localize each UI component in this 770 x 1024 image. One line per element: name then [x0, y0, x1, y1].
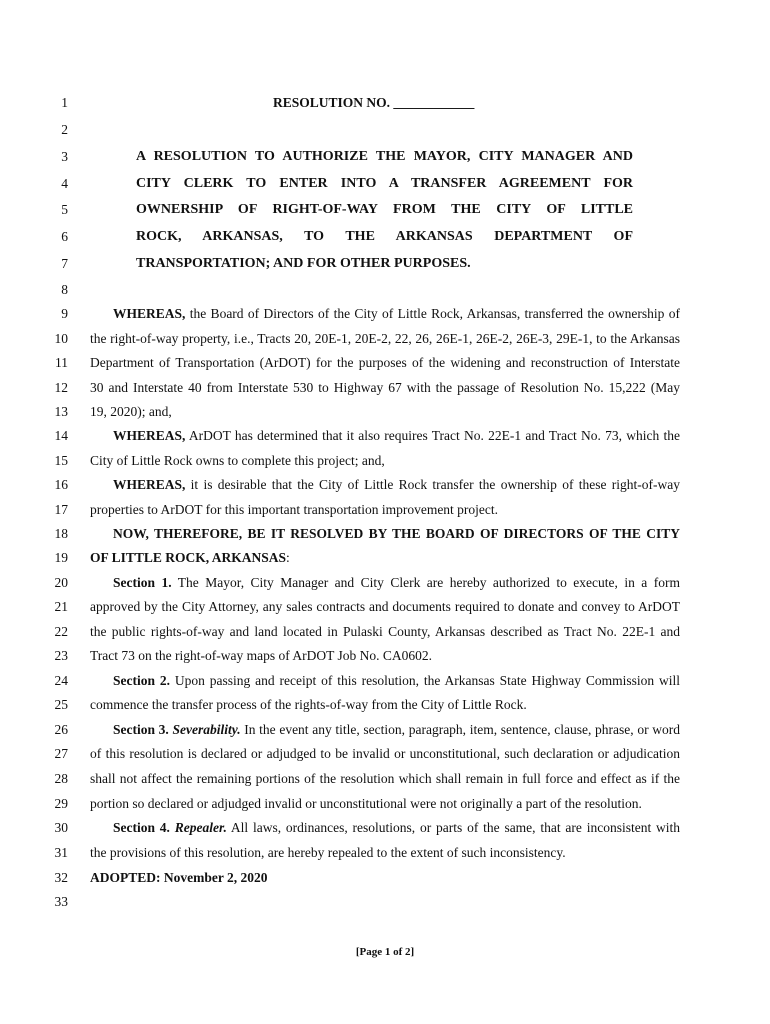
section-title: Severability.	[168, 722, 241, 737]
line-number: 1	[61, 95, 68, 110]
section-label: Section 4.	[113, 820, 170, 835]
line-number: 24	[54, 673, 68, 688]
line-number: 30	[54, 820, 68, 835]
line-number: 33	[54, 894, 68, 909]
whereas-label: WHEREAS,	[113, 428, 186, 443]
caption-line: ROCK, ARKANSAS, TO THE ARKANSAS DEPARTMENT OF	[136, 229, 633, 244]
line-number: 2	[61, 122, 68, 137]
body-line: Tract 73 on the right-of-way maps of ArDOT Job No. CA0602.	[90, 648, 432, 663]
body-line: 19, 2020); and,	[90, 404, 172, 419]
whereas-paragraph-3: WHEREAS, it is desirable that the City of Little Rock transfer the ownership of these right-of-way	[113, 477, 680, 492]
body-line: of this resolution is declared or adjudged to be invalid or unconstitutional, such declaration or adjudication	[90, 746, 680, 761]
line-number: 23	[54, 648, 68, 663]
caption-line: A RESOLUTION TO AUTHORIZE THE MAYOR, CITY MANAGER AND	[136, 149, 633, 164]
page-footer: [Page 1 of 2]	[355, 946, 415, 958]
line-number: 27	[54, 746, 68, 761]
caption-line: OWNERSHIP OF RIGHT-OF-WAY FROM THE CITY OF LITTLE	[136, 202, 633, 217]
body-line: City of Little Rock owns to complete this project; and,	[90, 453, 385, 468]
section-1: Section 1. The Mayor, City Manager and City Clerk are hereby authorized to execute, in a form	[113, 575, 681, 590]
line-number: 4	[61, 176, 68, 191]
line-number: 12	[54, 380, 68, 395]
section-label: Section 2.	[113, 673, 170, 688]
line-number: 17	[54, 502, 68, 517]
line-number: 16	[54, 477, 68, 492]
body-line: portion so declared or adjudged invalid or unconstitutional were not originally a part of the resolution.	[90, 796, 642, 811]
section-4: Section 4. Repealer. All laws, ordinances, resolutions, or parts of the same, that are inconsistent with	[113, 820, 680, 835]
line-number: 6	[61, 229, 68, 244]
line-number: 29	[54, 796, 68, 811]
whereas-paragraph-2: WHEREAS, ArDOT has determined that it also requires Tract No. 22E-1 and Tract No. 73, which the	[113, 428, 680, 443]
whereas-paragraph-1: WHEREAS, the Board of Directors of the City of Little Rock, Arkansas, transferred the ownership of	[113, 306, 680, 321]
section-3: Section 3. Severability. In the event any title, section, paragraph, item, sentence, clause, phrase, or word	[113, 722, 680, 737]
body-line: the provisions of this resolution, are hereby repealed to the extent of such inconsistency.	[90, 845, 566, 860]
body-line: approved by the City Attorney, any sales contracts and documents required to donate and convey to ArDOT	[90, 599, 680, 614]
line-number: 10	[54, 331, 68, 346]
adopted-date: ADOPTED: November 2, 2020	[90, 870, 268, 885]
line-number: 20	[54, 575, 68, 590]
line-number: 28	[54, 771, 68, 786]
line-number: 25	[54, 697, 68, 712]
resolved-clause: NOW, THEREFORE, BE IT RESOLVED BY THE BOARD OF DIRECTORS OF THE CITY	[113, 526, 680, 541]
section-label: Section 3.	[113, 722, 169, 737]
resolved-clause-end: OF LITTLE ROCK, ARKANSAS:	[90, 550, 290, 565]
resolution-title: RESOLUTION NO. ____________	[273, 95, 475, 110]
line-number: 8	[61, 282, 68, 297]
section-label: Section 1.	[113, 575, 172, 590]
whereas-label: WHEREAS,	[113, 477, 186, 492]
section-title: Repealer.	[169, 820, 227, 835]
body-line: properties to ArDOT for this important transportation improvement project.	[90, 502, 499, 517]
section-2: Section 2. Upon passing and receipt of this resolution, the Arkansas State Highway Commission will	[113, 673, 680, 688]
caption-line: CITY CLERK TO ENTER INTO A TRANSFER AGREEMENT FOR	[136, 176, 633, 191]
line-number: 7	[61, 256, 68, 271]
line-number: 32	[54, 870, 68, 885]
body-line: the public rights-of-way and land located in Pulaski County, Arkansas described as Tract No. 22E-1 and	[90, 624, 680, 639]
line-number: 31	[54, 845, 68, 860]
line-number: 11	[55, 355, 68, 370]
line-number: 5	[61, 202, 68, 217]
line-number: 22	[54, 624, 68, 639]
line-number: 13	[54, 404, 68, 419]
caption-line: TRANSPORTATION; AND FOR OTHER PURPOSES.	[136, 256, 471, 271]
body-line: the right-of-way property, i.e., Tracts 20, 20E-1, 20E-2, 22, 26, 26E-1, 26E-2, 26E-3, 29E-1, to the Arkansas	[90, 331, 680, 346]
line-number: 21	[54, 599, 68, 614]
body-line: shall not affect the remaining portions of the resolution which shall remain in full force and effect as if the	[90, 771, 680, 786]
body-line: Department of Transportation (ArDOT) for the purposes of the widening and reconstruction of Interstate	[90, 355, 680, 370]
line-number: 18	[54, 526, 68, 541]
line-number: 9	[61, 306, 68, 321]
whereas-label: WHEREAS,	[113, 306, 186, 321]
line-number: 3	[61, 149, 68, 164]
line-number: 14	[54, 428, 68, 443]
line-number: 19	[54, 550, 68, 565]
line-number: 26	[54, 722, 68, 737]
body-line: 30 and Interstate 40 from Interstate 530 to Highway 67 with the passage of Resolution No. 15,222 (May	[90, 380, 680, 395]
body-line: commence the transfer process of the rights-of-way from the City of Little Rock.	[90, 697, 527, 712]
line-number: 15	[54, 453, 68, 468]
